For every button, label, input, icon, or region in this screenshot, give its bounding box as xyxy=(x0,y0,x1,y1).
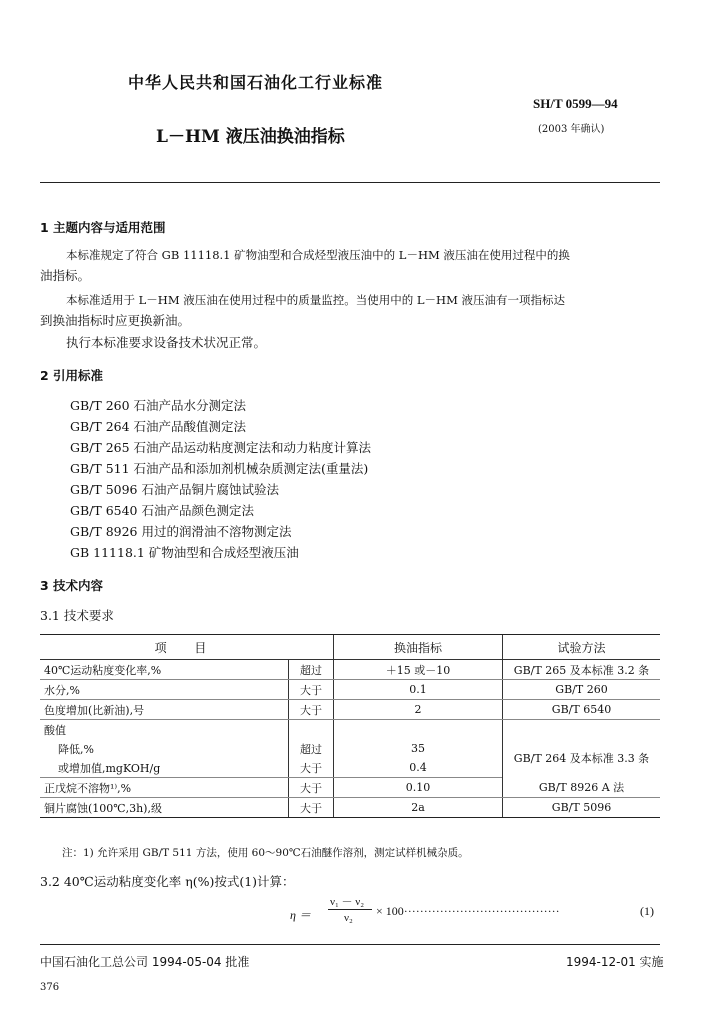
table-row xyxy=(40,798,660,818)
section2-heading: 2 引用标准 xyxy=(40,368,104,383)
table-row xyxy=(40,700,660,720)
spec-table xyxy=(40,634,660,818)
reference-item: GB/T 5096 石油产品铜片腐蚀试验法 xyxy=(70,482,279,497)
cell-item: 铜片腐蚀(100℃,3h),级 xyxy=(40,798,289,818)
cell-cond xyxy=(289,720,334,740)
cell-item: 降低,% xyxy=(58,742,94,756)
reference-item: GB/T 264 石油产品酸值测定法 xyxy=(70,419,247,434)
cell-cond: 大于 xyxy=(289,778,334,798)
formula-lhs: η ＝ xyxy=(290,908,311,922)
cell-method xyxy=(503,720,661,740)
section1-p1-line2: 油指标。 xyxy=(40,268,91,283)
cell-method: GB/T 260 xyxy=(503,680,661,700)
cell-cond: 超过 xyxy=(289,660,334,680)
cell-method: GB/T 8926 A 法 xyxy=(503,778,661,798)
cell-cond: 大于 xyxy=(289,758,334,778)
header-limit: 换油指标 xyxy=(334,635,503,660)
cell-cond: 大于 xyxy=(289,700,334,720)
fraction-bar xyxy=(328,909,372,910)
cell-limit: 2 xyxy=(334,700,503,720)
implement-date: 1994-12-01 实施 xyxy=(566,955,664,969)
footer-rule xyxy=(40,944,660,945)
table-row xyxy=(40,720,660,740)
table-row xyxy=(40,739,660,758)
cell-cond: 大于 xyxy=(289,798,334,818)
section1-p2-line2: 到换油指标时应更换新油。 xyxy=(40,313,191,328)
section1-p2-line1: 本标准适用于 L－HM 液压油在使用过程中的质量监控。当使用中的 L－HM 液压油有一项指标达 xyxy=(66,293,565,307)
table-row xyxy=(40,778,660,798)
doc-title: L－HM 液压油换油指标 xyxy=(156,127,345,147)
cell-cond: 超过 xyxy=(289,739,334,758)
cell-item: 水分,% xyxy=(40,680,289,700)
cell-limit: 0.10 xyxy=(334,778,503,798)
reference-item: GB 11118.1 矿物油型和合成烃型液压油 xyxy=(70,545,299,560)
approval-text: 中国石油化工总公司 1994-05-04 批准 xyxy=(40,955,250,969)
section1-heading: 1 主题内容与适用范围 xyxy=(40,220,166,235)
header-item: 项 目 xyxy=(40,635,334,660)
reference-item: GB/T 6540 石油产品颜色测定法 xyxy=(70,503,254,518)
page-number: 376 xyxy=(40,982,60,993)
cell-method: GB/T 264 及本标准 3.3 条 xyxy=(503,739,661,778)
reference-item: GB/T 8926 用过的润滑油不溶物测定法 xyxy=(70,524,292,539)
table-row xyxy=(40,660,660,680)
table-note: 注：1) 允许采用 GB/T 511 方法，使用 60～90℃石油醚作溶剂，测定试样机械杂质。 xyxy=(62,847,469,859)
section3-heading: 3 技术内容 xyxy=(40,578,104,593)
cell-cond: 大于 xyxy=(289,680,334,700)
cell-method: GB/T 6540 xyxy=(503,700,661,720)
formula-numerator: ν₁ － ν₂ xyxy=(330,896,365,908)
table-row xyxy=(40,680,660,700)
equation-number: (1) xyxy=(640,904,654,918)
cell-limit: 35 xyxy=(334,739,503,758)
cell-method: GB/T 265 及本标准 3.2 条 xyxy=(503,660,661,680)
cell-limit xyxy=(334,720,503,740)
confirm-note: (2003 年确认) xyxy=(538,124,605,135)
section3-2-heading: 3.2 40℃运动粘度变化率 η(%)按式(1)计算： xyxy=(40,874,295,889)
reference-item: GB/T 265 石油产品运动粘度测定法和动力粘度计算法 xyxy=(70,440,372,455)
section1-p1-line1: 本标准规定了符合 GB 11118.1 矿物油型和合成烃型液压油中的 L－HM 液压油在使用过程中的换 xyxy=(66,248,570,262)
cell-limit: 0.1 xyxy=(334,680,503,700)
cell-item: 正戊烷不溶物¹⁾,% xyxy=(40,778,289,798)
cell-item: 色度增加(比新油),号 xyxy=(40,700,289,720)
header-method: 试验方法 xyxy=(503,635,661,660)
reference-item: GB/T 260 石油产品水分测定法 xyxy=(70,398,247,413)
section1-p3: 执行本标准要求设备技术状况正常。 xyxy=(66,335,267,350)
cell-item: 40℃运动粘度变化率,% xyxy=(40,660,289,680)
formula-tail: × 100······································· xyxy=(376,904,560,918)
cell-limit: 0.4 xyxy=(334,758,503,778)
cell-limit: ＋15 或－10 xyxy=(334,660,503,680)
reference-item: GB/T 511 石油产品和添加剂机械杂质测定法(重量法) xyxy=(70,461,369,476)
standard-code: SH/T 0599—94 xyxy=(533,96,618,111)
cell-item: 酸值 xyxy=(44,723,66,737)
cell-item: 或增加值,mgKOH/g xyxy=(40,758,289,778)
cell-limit: 2a xyxy=(334,798,503,818)
section3-1-heading: 3.1 技术要求 xyxy=(40,608,114,623)
org-title: 中华人民共和国石油化工行业标准 xyxy=(128,73,384,92)
table-header-row xyxy=(40,635,660,660)
header-rule xyxy=(40,182,660,183)
formula-denominator: ν₂ xyxy=(344,912,353,924)
cell-method: GB/T 5096 xyxy=(503,798,661,818)
